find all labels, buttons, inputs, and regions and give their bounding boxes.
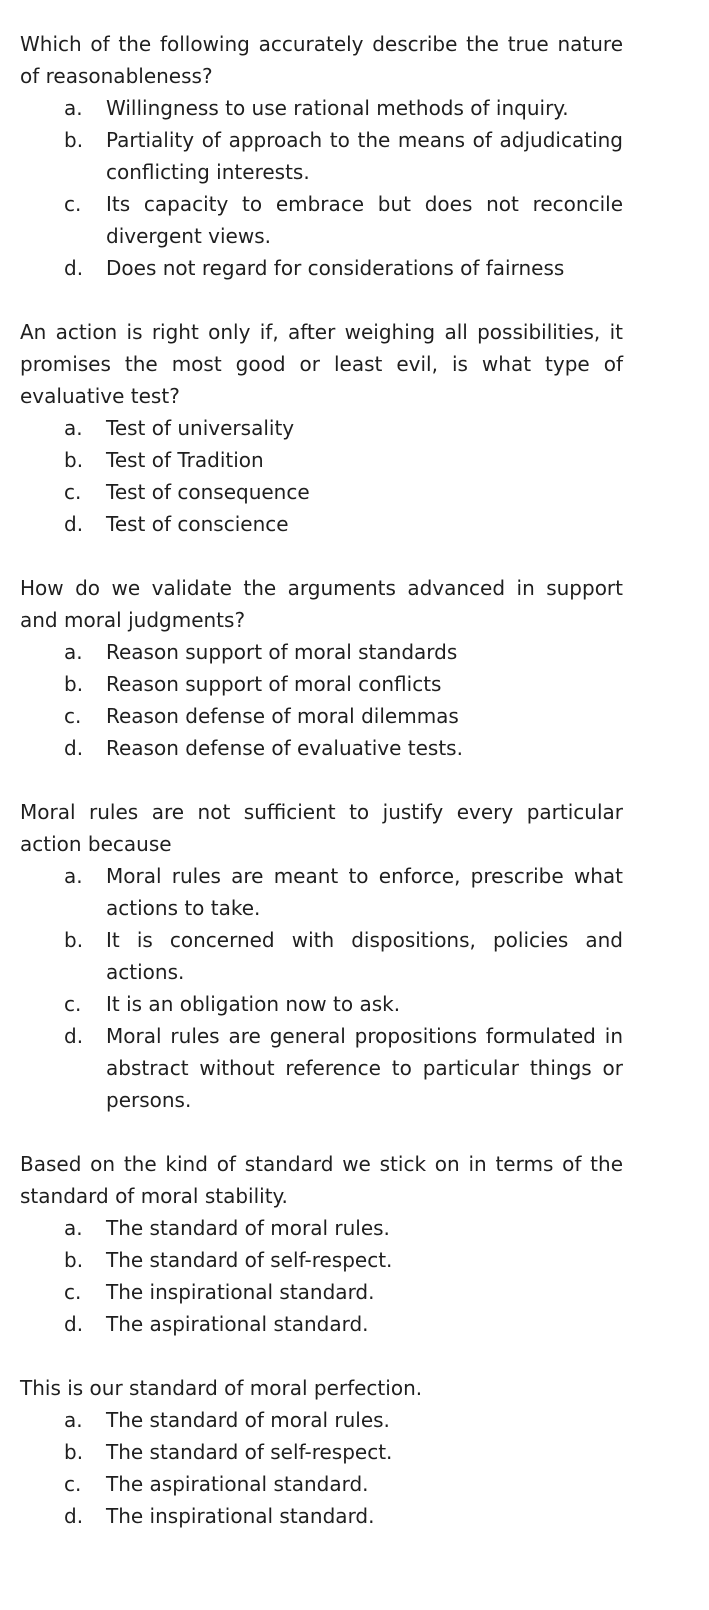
question-6-option-d: [20, 1500, 623, 1532]
question-3: [20, 572, 623, 764]
question-6: [20, 1372, 623, 1532]
option-letter: c.: [64, 1472, 82, 1496]
question-3-option-a: [20, 636, 623, 668]
question-1-stem: Which of the following accurately describe the true nature of reasonableness?: [20, 32, 623, 88]
question-6-options: [20, 1404, 623, 1532]
option-letter: c.: [64, 1280, 82, 1304]
option-letter: d.: [64, 1504, 84, 1528]
option-letter: a.: [64, 416, 83, 440]
question-2: [20, 316, 623, 540]
question-1-option-c: [20, 188, 623, 252]
option-letter: d.: [64, 512, 84, 536]
option-letter: b.: [64, 928, 84, 952]
option-letter: a.: [64, 640, 83, 664]
question-3-option-c: [20, 700, 623, 732]
option-letter: d.: [64, 256, 84, 280]
option-text: The inspirational standard.: [106, 1504, 375, 1528]
option-letter: b.: [64, 672, 84, 696]
question-1-options: [20, 92, 623, 284]
option-letter: b.: [64, 448, 84, 472]
option-letter: c.: [64, 704, 82, 728]
option-text: Test of Tradition: [106, 448, 264, 472]
question-3-option-b: [20, 668, 623, 700]
question-5-option-b: [20, 1244, 623, 1276]
option-letter: d.: [64, 1024, 84, 1048]
question-4-option-b: [20, 924, 623, 988]
option-letter: a.: [64, 864, 83, 888]
option-text: The aspirational standard.: [106, 1472, 369, 1496]
question-2-option-b: [20, 444, 623, 476]
option-letter: a.: [64, 1408, 83, 1432]
option-text: It is an obligation now to ask.: [106, 992, 401, 1016]
option-text: The aspirational standard.: [106, 1312, 369, 1336]
option-text: The standard of moral rules.: [106, 1408, 390, 1432]
option-text: Reason defense of moral dilemmas: [106, 704, 459, 728]
option-text: The inspirational standard.: [106, 1280, 375, 1304]
question-3-options: [20, 636, 623, 764]
question-6-option-b: [20, 1436, 623, 1468]
option-letter: b.: [64, 1248, 84, 1272]
question-2-option-d: [20, 508, 623, 540]
option-text: Moral rules are meant to enforce, prescribe what actions to take.: [106, 864, 623, 920]
question-1: [20, 28, 623, 284]
question-3-option-d: [20, 732, 623, 764]
option-text: Its capacity to embrace but does not reconcile divergent views.: [106, 192, 623, 248]
question-6-option-a: [20, 1404, 623, 1436]
question-2-option-c: [20, 476, 623, 508]
option-text: The standard of self-respect.: [106, 1248, 393, 1272]
question-3-stem: How do we validate the arguments advanced in support and moral judgments?: [20, 576, 623, 632]
option-letter: b.: [64, 1440, 84, 1464]
question-4-option-c: [20, 988, 623, 1020]
question-4-options: [20, 860, 623, 1116]
option-text: Reason support of moral conflicts: [106, 672, 442, 696]
question-1-option-a: [20, 92, 623, 124]
question-5-option-d: [20, 1308, 623, 1340]
option-letter: d.: [64, 736, 84, 760]
option-text: Reason defense of evaluative tests.: [106, 736, 463, 760]
question-5: [20, 1148, 623, 1340]
question-2-options: [20, 412, 623, 540]
option-letter: b.: [64, 128, 84, 152]
option-letter: a.: [64, 96, 83, 120]
option-text: Reason support of moral standards: [106, 640, 458, 664]
option-text: The standard of self-respect.: [106, 1440, 393, 1464]
option-text: The standard of moral rules.: [106, 1216, 390, 1240]
question-1-option-b: [20, 124, 623, 188]
option-text: Moral rules are general propositions formulated in abstract without reference to particular things or persons.: [106, 1024, 623, 1112]
question-5-stem: Based on the kind of standard we stick on in terms of the standard of moral stability.: [20, 1152, 623, 1208]
question-5-option-c: [20, 1276, 623, 1308]
question-1-option-d: [20, 252, 623, 284]
option-text: Willingness to use rational methods of inquiry.: [106, 96, 569, 120]
option-text: Does not regard for considerations of fairness: [106, 256, 565, 280]
question-2-option-a: [20, 412, 623, 444]
question-6-stem: This is our standard of moral perfection.: [20, 1376, 423, 1400]
option-letter: c.: [64, 992, 82, 1016]
option-text: Test of consequence: [106, 480, 310, 504]
option-letter: d.: [64, 1312, 84, 1336]
question-5-option-a: [20, 1212, 623, 1244]
question-4-option-a: [20, 860, 623, 924]
question-5-options: [20, 1212, 623, 1340]
option-letter: a.: [64, 1216, 83, 1240]
option-text: Test of universality: [106, 416, 295, 440]
option-text: Test of conscience: [106, 512, 289, 536]
question-6-option-c: [20, 1468, 623, 1500]
question-4-stem: Moral rules are not sufficient to justify every particular action because: [20, 800, 623, 856]
question-4: [20, 796, 623, 1116]
option-text: It is concerned with dispositions, policies and actions.: [106, 928, 623, 984]
option-letter: c.: [64, 192, 82, 216]
question-4-option-d: [20, 1020, 623, 1116]
option-text: Partiality of approach to the means of adjudicating conflicting interests.: [106, 128, 623, 184]
question-2-stem: An action is right only if, after weighing all possibilities, it promises the most good or least evil, is what type of evaluative test?: [20, 320, 623, 408]
option-letter: c.: [64, 480, 82, 504]
